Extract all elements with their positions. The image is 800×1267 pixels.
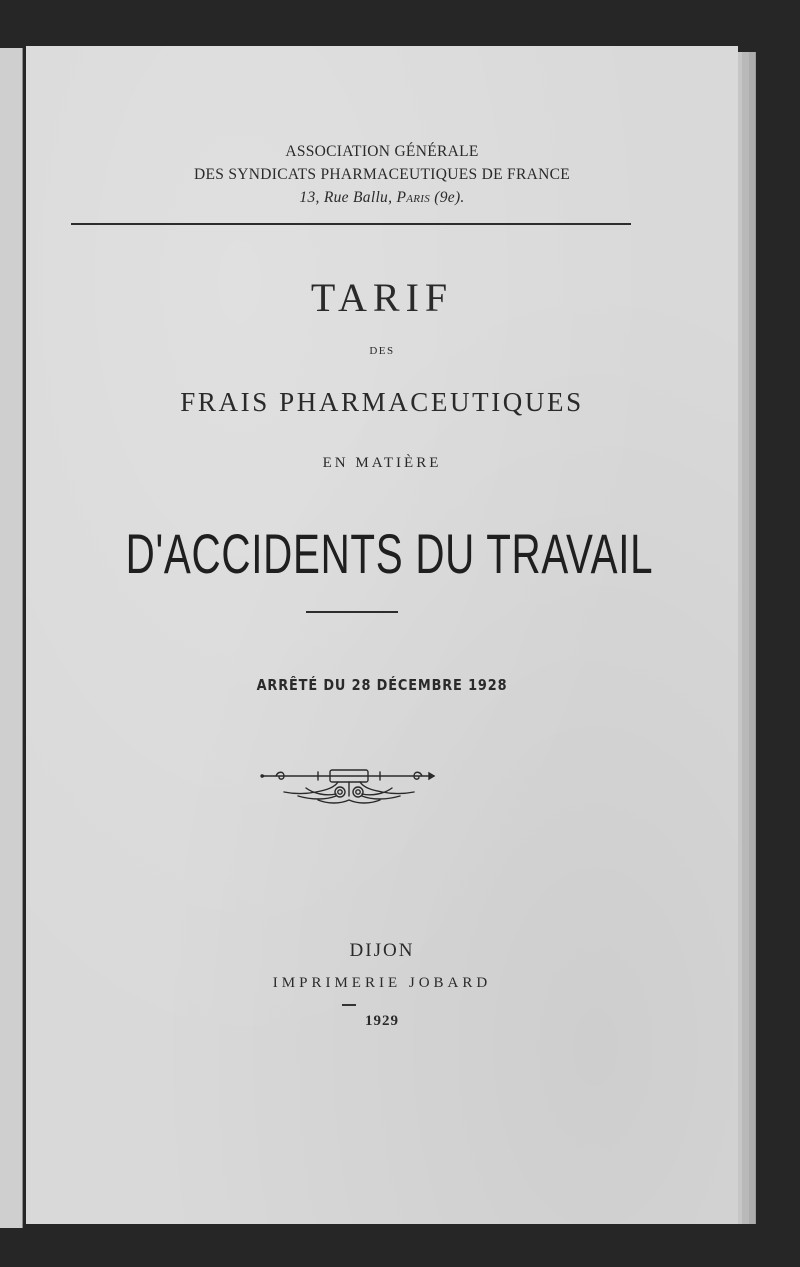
ornament-icon xyxy=(258,766,440,808)
page-stack-edge xyxy=(749,52,756,1224)
publisher-address xyxy=(26,190,738,206)
header-rule xyxy=(71,223,631,225)
title-des: DES xyxy=(369,345,395,357)
title-en-matiere: EN MATIÈRE xyxy=(322,455,442,471)
title-main: D'ACCIDENTS DU TRAVAIL xyxy=(125,522,654,585)
publisher-name-line2: DES SYNDICATS PHARMACEUTIQUES DE FRANCE xyxy=(194,166,570,183)
address-arrondissement: (9e). xyxy=(434,189,465,206)
imprint-dash xyxy=(342,1004,356,1006)
title-rule xyxy=(306,611,398,613)
title-tarif: TARIF xyxy=(310,275,454,320)
publisher-name-line1: ASSOCIATION GÉNÉRALE xyxy=(285,143,479,160)
imprint-printer: IMPRIMERIE JOBARD xyxy=(272,975,492,991)
imprint-year: 1929 xyxy=(365,1013,399,1029)
decree-date: ARRÊTÉ DU 28 DÉCEMBRE 1928 xyxy=(256,676,508,694)
address-city: Paris xyxy=(396,189,431,206)
address-street: 13, Rue Ballu, xyxy=(299,189,393,206)
previous-page-edge xyxy=(0,48,23,1228)
title-page xyxy=(26,46,738,1224)
imprint-city: DIJON xyxy=(349,940,415,961)
title-frais-pharmaceutiques: FRAIS PHARMACEUTIQUES xyxy=(180,387,584,417)
